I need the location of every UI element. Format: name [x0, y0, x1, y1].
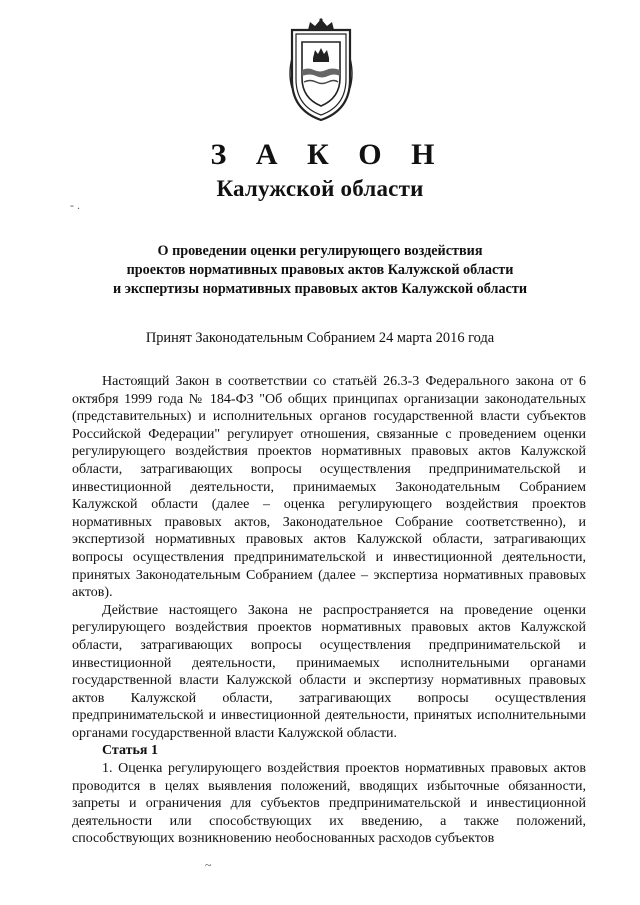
- paragraph: Настоящий Закон в соответствии со статьёй 26.3-3 Федерального закона от 6 октября 1999 года № 184-ФЗ "Об общих принципах организации законодательных (представительных) и исполнительных органов государственной власти субъектов Российской Федерации" регулирует отношения, связанные с проведением оценки регулирующего воздействия проектов нормативных правовых актов Калужской области, затрагивающих вопросы осуществления предпринимательской и инвестиционной деятельности, принимаемых Законодательным Собранием Калужской области (далее – оценка регулирующего воздействия проектов нормативных правовых актов, Законодательное Собрание соответственно), и экспертизой нормативных правовых актов Калужской области, затрагивающих вопросы осуществления предпринимательской и инвестиционной деятельности, принятых Законодательным Собранием (далее – экспертиза нормативных правовых актов).: [72, 374, 586, 601]
- article-heading: Статья 1: [102, 743, 158, 759]
- document-title: З А К О Н: [210, 138, 446, 171]
- document-region: Калужской области: [216, 176, 424, 201]
- paragraph: Действие настоящего Закона не распространяется на проведение оценки регулирующего воздействия проектов нормативных правовых актов Калужской области, затрагивающих вопросы осуществления предпринимательской и инвестиционной деятельности, принимаемых исполнительными органами государственной власти Калужской области и экспертизу нормативных правовых актов Калужской области, затрагивающих вопросы осуществления предпринимательской и инвестиционной деятельности, принятых исполнительными органами государственной власти Калужской области.: [72, 602, 586, 741]
- scan-mark: ~: [205, 858, 212, 872]
- coat-of-arms-icon: [286, 18, 356, 124]
- law-subject-line: проектов нормативных правовых актов Калужской области: [126, 262, 514, 278]
- scan-mark: - .: [70, 198, 80, 212]
- adoption-line: Принят Законодательным Собранием 24 марта 2016 года: [145, 330, 495, 346]
- law-subject-line: и экспертизы нормативных правовых актов Калужской области: [112, 281, 528, 297]
- law-subject: [60, 242, 580, 299]
- law-subject-line: О проведении оценки регулирующего воздействия: [157, 243, 483, 259]
- article-paragraph: 1. Оценка регулирующего воздействия проектов нормативных правовых актов проводится в целях выявления положений, вводящих избыточные обязанности, запреты и ограничения для субъектов предпринимательской и инвестиционной деятельности или способствующих их введению, а также положений, способствующих возникновению необоснованных расходов субъектов: [72, 761, 586, 847]
- law-body: [72, 373, 586, 848]
